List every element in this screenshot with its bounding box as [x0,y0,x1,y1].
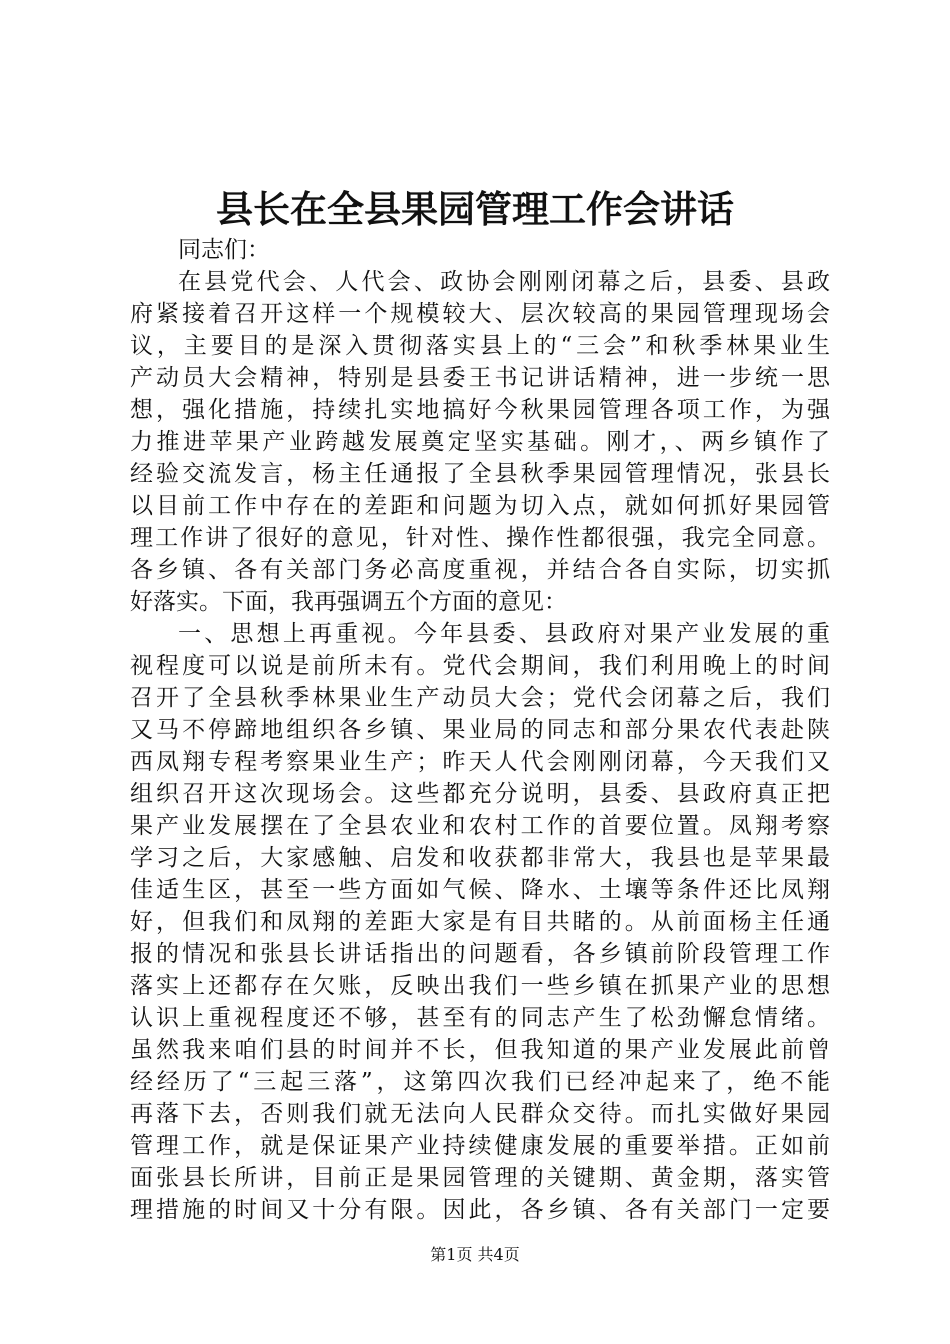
text-line: 理工作讲了很好的意见，针对性、操作性都很强，我完全同意。 [130,525,830,551]
text-line: 经验交流发言，杨主任通报了全县秋季果园管理情况，张县长 [130,461,830,487]
text-line: 落实上还都存在欠账，反映出我们一些乡镇在抓果产业的思想 [130,973,830,999]
text-line: 召开了全县秋季林果业生产动员大会；党代会闭幕之后，我们 [130,685,830,711]
text-line: 再落下去，否则我们就无法向人民群众交待。而扎实做好果园 [130,1101,830,1127]
salutation: 同志们： [178,237,270,263]
page-title: 县长在全县果园管理工作会讲话 [216,187,734,231]
text-line: 又马不停蹄地组织各乡镇、果业局的同志和部分果农代表赴陕 [130,717,830,743]
text-line: 议，主要目的是深入贯彻落实县上的“三会”和秋季林果业生 [130,333,830,359]
text-line: 理措施的时间又十分有限。因此，各乡镇、各有关部门一定要 [130,1197,830,1223]
text-line: 府紧接着召开这样一个规模较大、层次较高的果园管理现场会 [130,301,830,327]
text-line: 西凤翔专程考察果业生产；昨天人代会刚刚闭幕，今天我们又 [130,749,830,775]
text-line: 以目前工作中存在的差距和问题为切入点，就如何抓好果园管 [130,493,830,519]
document-body [130,234,830,1226]
text-line: 认识上重视程度还不够，甚至有的同志产生了松劲懈怠情绪。 [130,1005,830,1031]
text-line: 想，强化措施，持续扎实地搞好今秋果园管理各项工作，为强 [130,397,830,423]
page-footer: 第1页 共4页 [430,1245,520,1264]
text-line: 好，但我们和凤翔的差距大家是有目共睹的。从前面杨主任通 [130,909,830,935]
text-line: 视程度可以说是前所未有。党代会期间，我们利用晚上的时间 [130,653,830,679]
text-line: 一、思想上再重视。今年县委、县政府对果产业发展的重 [178,621,830,647]
text-line: 虽然我来咱们县的时间并不长，但我知道的果产业发展此前曾 [130,1037,830,1063]
text-line: 好落实。下面，我再强调五个方面的意见： [130,589,567,615]
text-line: 力推进苹果产业跨越发展奠定坚实基础。刚才，、两乡镇作了 [130,429,830,455]
text-line: 各乡镇、各有关部门务必高度重视，并结合各自实际，切实抓 [130,557,830,583]
text-line: 报的情况和张县长讲话指出的问题看，各乡镇前阶段管理工作 [130,941,830,967]
text-line: 经经历了“三起三落”，这第四次我们已经冲起来了，绝不能 [130,1069,830,1095]
text-line: 学习之后，大家感触、启发和收获都非常大，我县也是苹果最 [130,845,830,871]
text-line: 佳适生区，甚至一些方面如气候、降水、土壤等条件还比凤翔 [130,877,830,903]
text-line: 在县党代会、人代会、政协会刚刚闭幕之后，县委、县政 [178,269,830,295]
text-line: 产动员大会精神，特别是县委王书记讲话精神，进一步统一思 [130,365,830,391]
text-line: 管理工作，就是保证果产业持续健康发展的重要举措。正如前 [130,1133,830,1159]
text-line: 面张县长所讲，目前正是果园管理的关键期、黄金期，落实管 [130,1165,830,1191]
text-line: 组织召开这次现场会。这些都充分说明，县委、县政府真正把 [130,781,830,807]
text-line: 果产业发展摆在了全县农业和农村工作的首要位置。凤翔考察 [130,813,830,839]
